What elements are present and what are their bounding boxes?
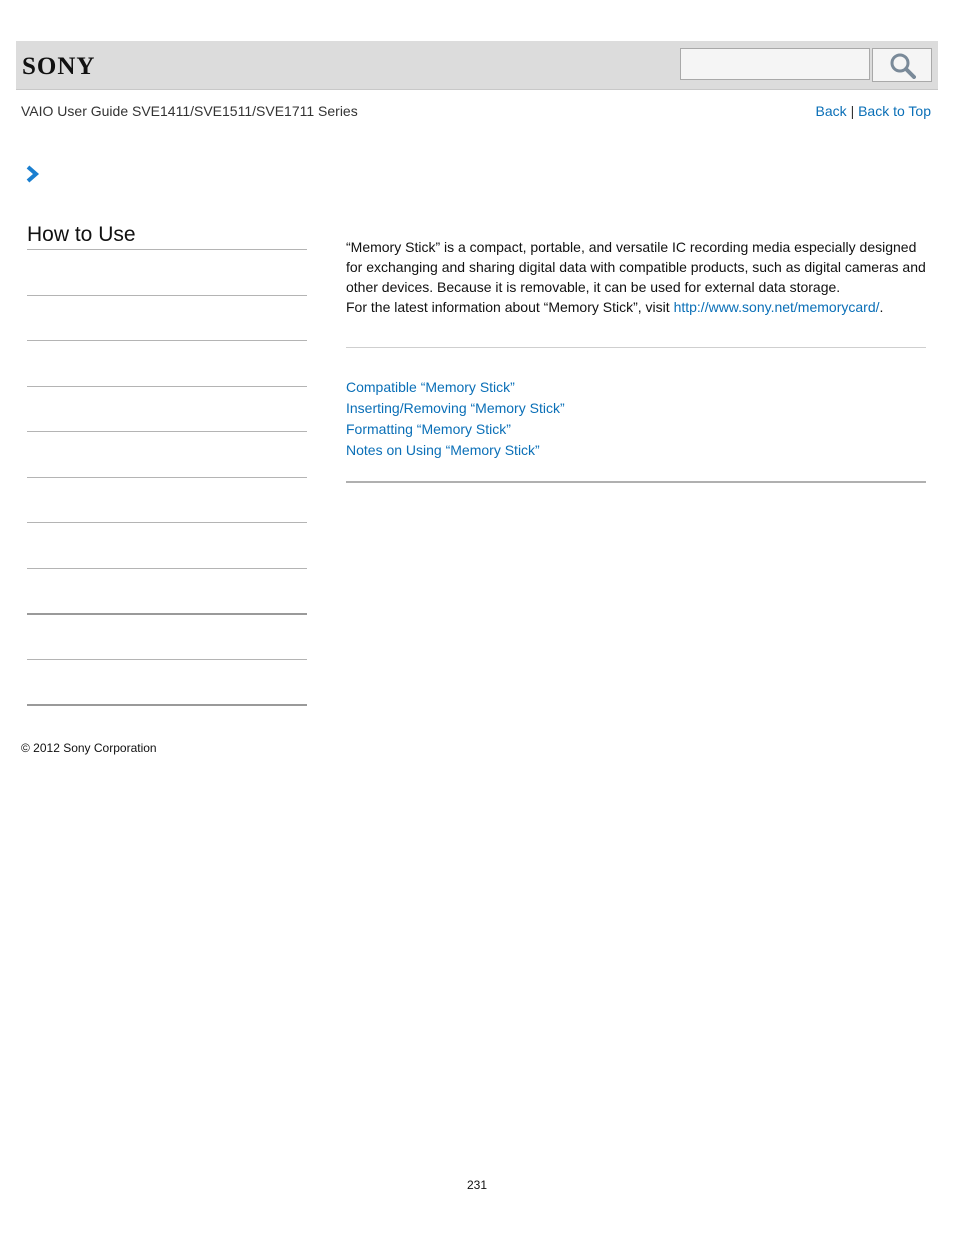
sidebar-divider — [27, 704, 307, 706]
back-link[interactable]: Back — [815, 103, 847, 119]
sidebar-divider — [27, 340, 307, 341]
top-navigation-links — [816, 103, 931, 119]
sidebar-divider — [27, 386, 307, 387]
sidebar-divider — [27, 477, 307, 478]
content-divider-bottom — [346, 481, 926, 483]
sidebar-divider — [27, 249, 307, 250]
search-button[interactable] — [872, 48, 932, 82]
topic-list — [346, 377, 565, 461]
sidebar-divider — [27, 295, 307, 296]
intro-section — [346, 237, 926, 317]
sidebar-divider — [27, 613, 307, 615]
list-item — [346, 440, 565, 461]
latest-info-suffix: . — [879, 299, 884, 315]
sidebar-divider — [27, 659, 307, 660]
sidebar-divider — [27, 431, 307, 432]
topic-link-compatible[interactable]: Compatible “Memory Stick” — [346, 379, 515, 395]
chevron-right-icon[interactable] — [25, 165, 41, 183]
sidebar-divider — [27, 522, 307, 523]
back-to-top-link[interactable]: Back to Top — [858, 103, 931, 119]
search-input[interactable] — [680, 48, 870, 80]
content-divider — [346, 347, 926, 348]
topic-link-formatting[interactable]: Formatting “Memory Stick” — [346, 421, 511, 437]
sidebar-divider — [27, 568, 307, 569]
topic-link-inserting-removing[interactable]: Inserting/Removing “Memory Stick” — [346, 400, 565, 416]
link-separator: | — [850, 103, 855, 119]
list-item — [346, 398, 565, 419]
topic-link-notes[interactable]: Notes on Using “Memory Stick” — [346, 442, 540, 458]
copyright-text: © 2012 Sony Corporation — [21, 741, 157, 755]
search-icon — [890, 53, 916, 79]
latest-info-prefix: For the latest information about “Memory Stick”, visit — [346, 299, 674, 315]
list-item — [346, 377, 565, 398]
sony-logo[interactable]: SONY — [22, 53, 96, 80]
page-number: 231 — [466, 1178, 488, 1192]
list-item — [346, 419, 565, 440]
guide-title: VAIO User Guide SVE1411/SVE1511/SVE1711 Series — [21, 103, 358, 119]
sidebar-title: How to Use — [27, 223, 136, 246]
intro-paragraph: “Memory Stick” is a compact, portable, and versatile IC recording media especially designed for exchanging and sharing digital data with compatible products, such as digital cameras and other devices. Because it is removable, it can be used for external data storage. — [346, 239, 926, 295]
latest-info-line — [346, 297, 926, 317]
memorycard-url-link[interactable]: http://www.sony.net/memorycard/ — [673, 299, 880, 315]
header-bar — [16, 41, 938, 90]
